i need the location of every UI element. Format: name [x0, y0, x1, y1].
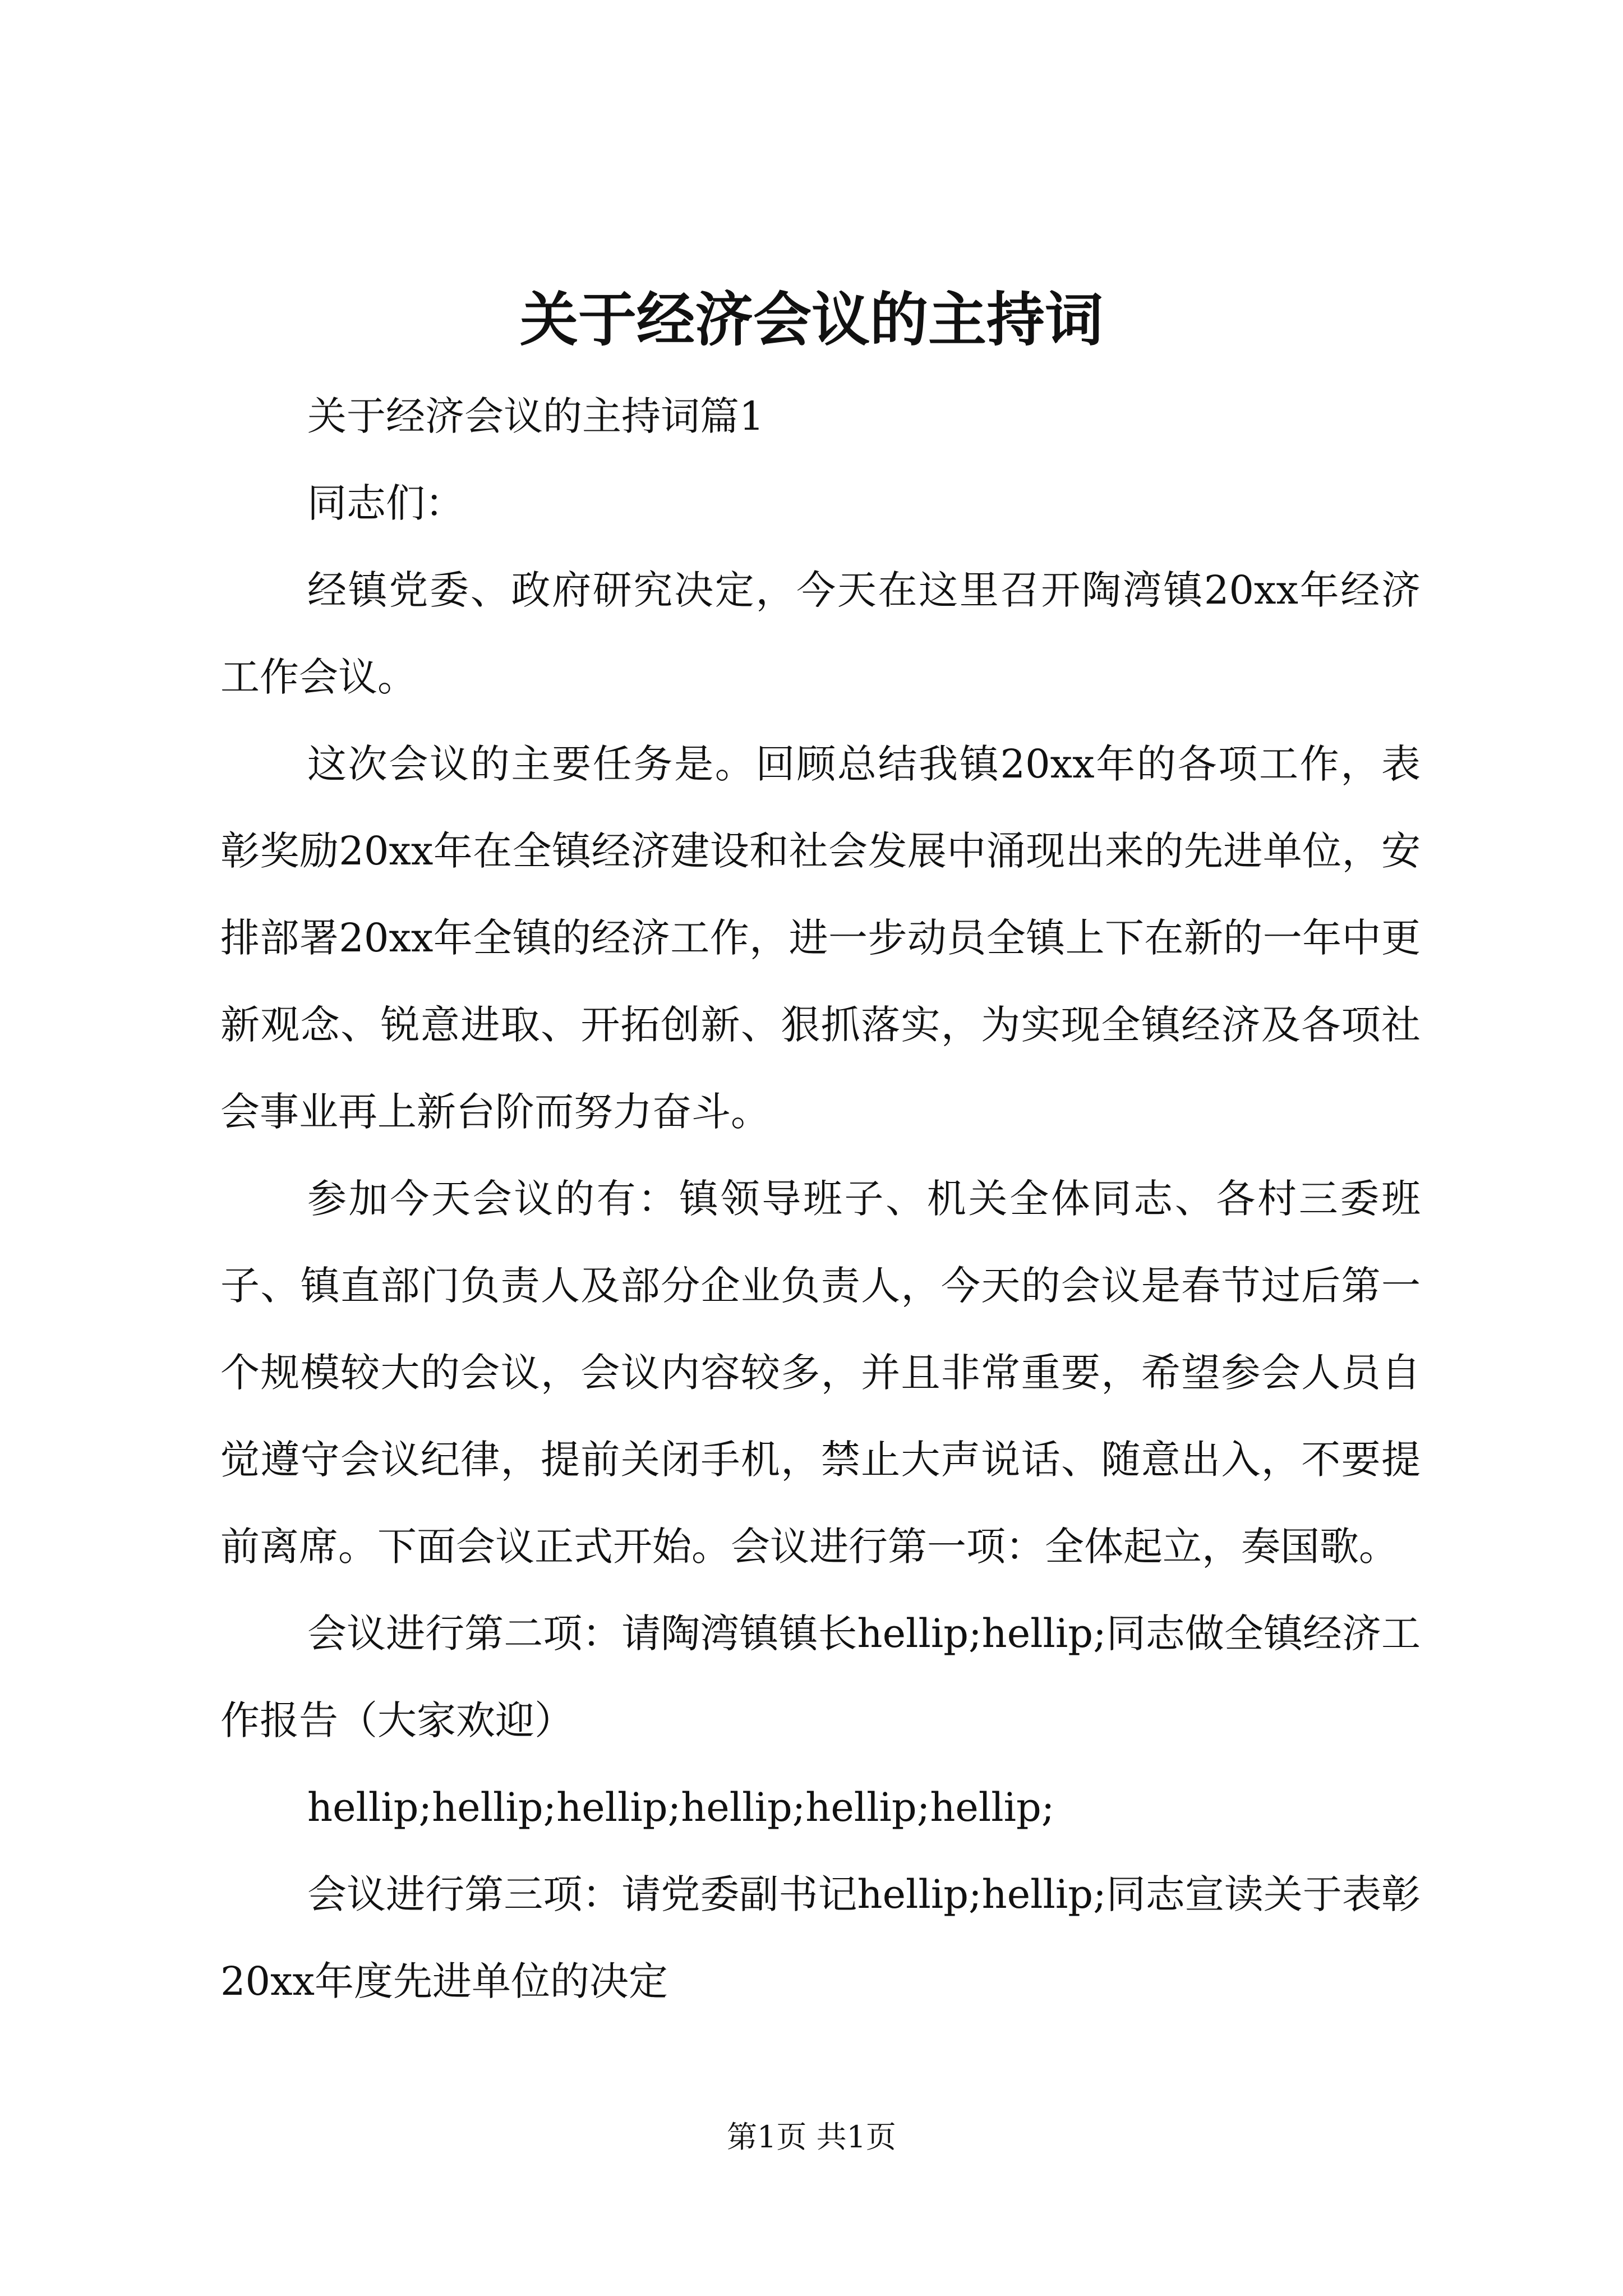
- salutation: 同志们：: [307, 480, 464, 526]
- page-footer: 第1页 共1页: [727, 2119, 896, 2155]
- document-title: 关于经济会议的主持词: [519, 285, 1103, 354]
- paragraph: 会议进行第三项：请党委副书记hellip;hellip;同志宣读关于表彰20xx年度先进单位的决定: [220, 1871, 1421, 2004]
- document-body: [220, 373, 1421, 2025]
- paragraph: 经镇党委、政府研究决定，今天在这里召开陶湾镇20xx年经济工作会议。: [220, 567, 1421, 700]
- paragraph: 参加今天会议的有：镇领导班子、机关全体同志、各村三委班子、镇直部门负责人及部分企业负责人，今天的会议是春节过后第一个规模较大的会议，会议内容较多，并且非常重要，希望参会人员自觉遵守会议纪律，提前关闭手机，禁止大声说话、随意出入，不要提前离席。下面会议正式开始。会议进行第一项：全体起立，奏国歌。: [220, 1176, 1421, 1570]
- section-heading: 关于经济会议的主持词篇1: [307, 393, 764, 439]
- paragraph: 这次会议的主要任务是。回顾总结我镇20xx年的各项工作，表彰奖励20xx年在全镇经济建设和社会发展中涌现出来的先进单位，安排部署20xx年全镇的经济工作，进一步动员全镇上下在新的一年中更新观念、锐意进取、开拓创新、狠抓落实，为实现全镇经济及各项社会事业再上新台阶而努力奋斗。: [220, 741, 1421, 1135]
- paragraph: 会议进行第二项：请陶湾镇镇长hellip;hellip;同志做全镇经济工作报告（大家欢迎）: [220, 1611, 1421, 1743]
- paragraph: hellip;hellip;hellip;hellip;hellip;hellip;: [307, 1784, 1055, 1830]
